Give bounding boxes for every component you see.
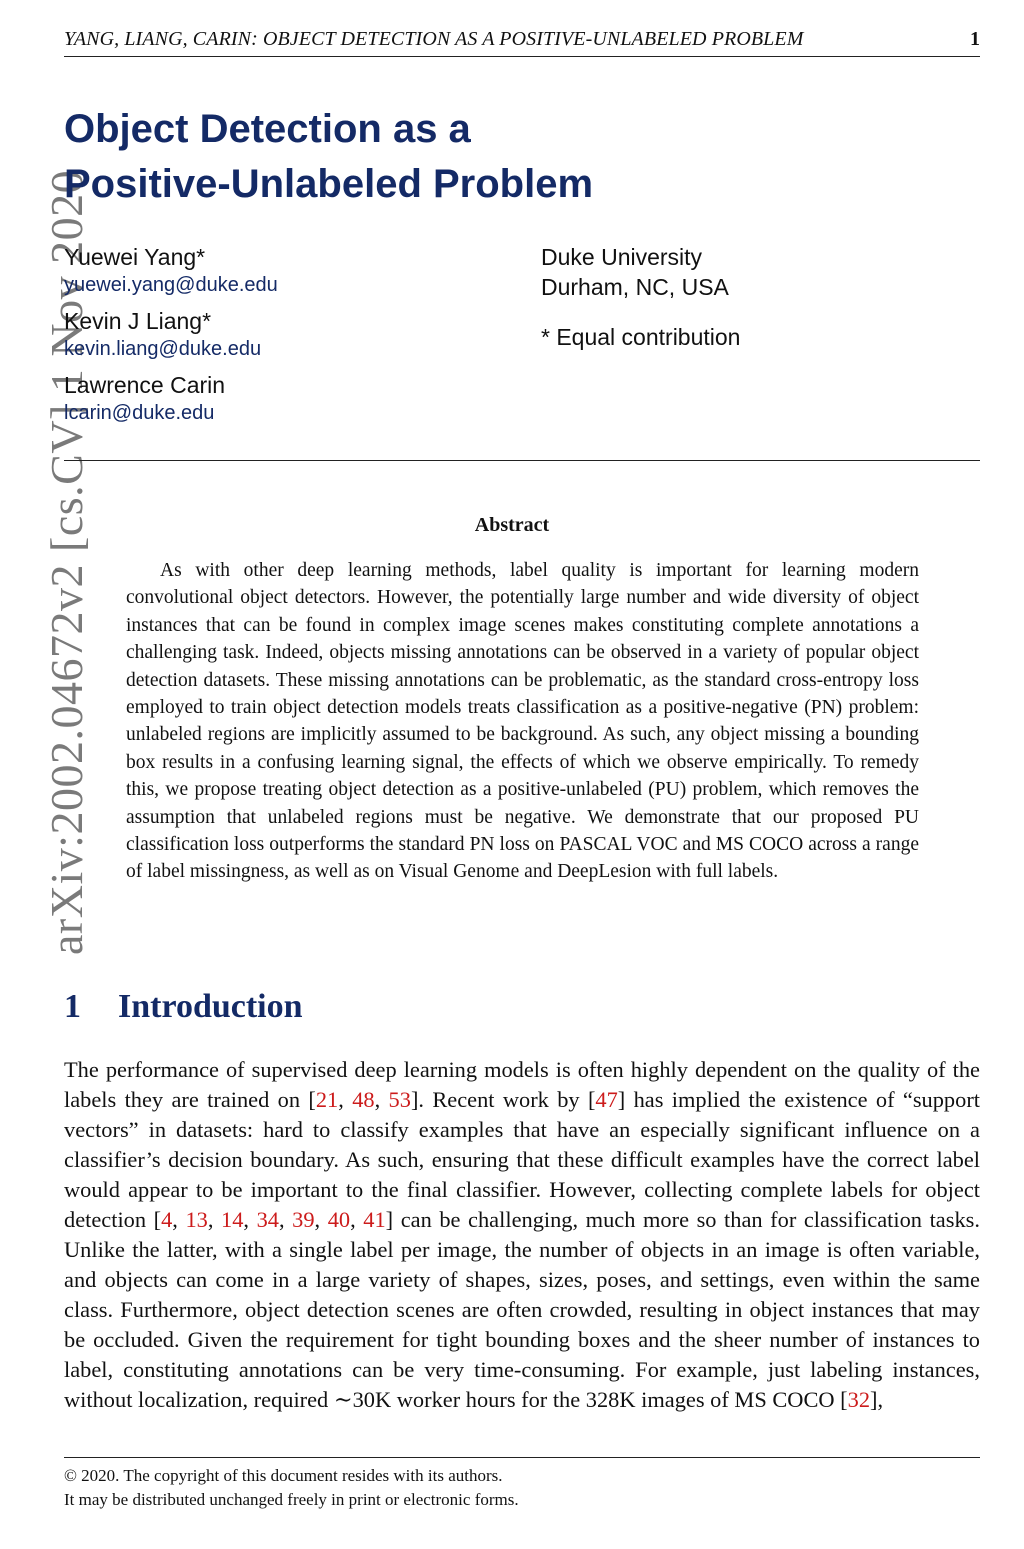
- author-email-link[interactable]: lcarin@duke.edu: [64, 402, 215, 424]
- citation-link[interactable]: 21: [315, 1087, 339, 1112]
- citation-separator: ,: [374, 1087, 389, 1112]
- intro-paragraph: [64, 1055, 980, 1415]
- title-line-1: Object Detection as a: [64, 107, 471, 151]
- intro-text: ] has implied the existence of “support vectors” in datasets: hard to classify examples that have an especially significant influence on a classifier’s decision boundary. As such, ensuring that these difficult examples have the correct label would appear to be important to the final classifier. However, collecting complete labels for object detection [: [64, 1087, 980, 1232]
- citation-separator: ,: [338, 1087, 353, 1112]
- citation-link[interactable]: 39: [292, 1207, 315, 1232]
- author-name: Lawrence Carin: [64, 372, 226, 398]
- author-email-link[interactable]: kevin.liang@duke.edu: [64, 338, 262, 360]
- copyright-footnote: [64, 1464, 519, 1512]
- section-title: Introduction: [118, 988, 303, 1025]
- author-entry: [64, 242, 278, 298]
- intro-text: ] can be challenging, much more so than for classification tasks. Unlike the latter, with a single label per image, the number of objects in an image is often variable, and objects can come in a large variety of shapes, sizes, poses, and settings, even within the same class. Furthermore, object detection scenes are often crowded, resulting in object instances that may be occluded. Given the requirement for tight bounding boxes and the sheer number of instances to label, constituting annotations can be very time-consuming. For example, just labeling instances, without localization, required ∼30K worker hours for the 328K images of MS COCO [: [64, 1207, 980, 1412]
- citation-link[interactable]: 48: [352, 1087, 375, 1112]
- affiliation-location: Durham, NC, USA: [541, 274, 729, 300]
- author-entry: [64, 306, 278, 362]
- citation-separator: ,: [172, 1207, 186, 1232]
- citation-separator: ,: [314, 1207, 328, 1232]
- citation-separator: ,: [278, 1207, 293, 1232]
- footnote-divider: [64, 1457, 980, 1458]
- citation-link[interactable]: 32: [847, 1387, 871, 1412]
- citation-link[interactable]: 13: [185, 1207, 208, 1232]
- citation-link[interactable]: 4: [161, 1207, 173, 1232]
- author-list: [64, 242, 278, 434]
- arxiv-stamp: arXiv:2002.04672v2 [cs.CV] 1 Nov 2020: [41, 169, 92, 955]
- equal-contribution-note: * Equal contribution: [541, 324, 741, 350]
- citation-link[interactable]: 40: [327, 1207, 351, 1232]
- section-number: 1: [64, 988, 81, 1025]
- citation-link[interactable]: 47: [595, 1087, 618, 1112]
- citation-link[interactable]: 34: [256, 1207, 279, 1232]
- abstract-text: As with other deep learning methods, label quality is important for learning modern convolutional object detectors. However, the potentially large number and wide diversity of object instances that can be found in complex image scenes makes constituting complete annotations a challenging task. Indeed, objects missing annotations can be observed in a variety of popular object detection datasets. These missing annotations can be problematic, as the standard cross-entropy loss employed to train object detection models treats classification as a positive-negative (PN) problem: unlabeled regions are implicitly assumed to be background. As such, any object missing a bounding box results in a confusing learning signal, the effects of which we observe empirically. To remedy this, we propose treating object detection as a positive-unlabeled (PU) problem, which removes the assumption that unlabeled regions must be negative. We demonstrate that our proposed PU classification loss outperforms the standard PN loss on PASCAL VOC and MS COCO across a range of label missingness, as well as on Visual Genome and DeepLesion with full labels.: [126, 560, 919, 883]
- citation-separator: ,: [207, 1207, 222, 1232]
- section-heading: [64, 985, 303, 1029]
- intro-text: The performance of supervised deep learning models is often highly dependent on the quality of the labels they are trained on [: [64, 1057, 980, 1112]
- copyright-line: © 2020. The copyright of this document resides with its authors.: [64, 1466, 503, 1485]
- author-entry: [64, 370, 278, 426]
- author-name: Yuewei Yang*: [64, 244, 206, 270]
- citation-link[interactable]: 14: [221, 1207, 244, 1232]
- abstract-heading: Abstract: [474, 514, 550, 536]
- running-head: [64, 26, 980, 57]
- citation-link[interactable]: 53: [388, 1087, 411, 1112]
- intro-text: ]. Recent work by [: [410, 1087, 596, 1112]
- citation-link[interactable]: 41: [363, 1207, 386, 1232]
- title-line-2: Positive-Unlabeled Problem: [64, 162, 594, 206]
- author-email-link[interactable]: yuewei.yang@duke.edu: [64, 274, 278, 296]
- paper-title: [64, 102, 593, 212]
- citation-separator: ,: [243, 1207, 257, 1232]
- header-divider: [64, 460, 980, 461]
- citation-separator: ,: [350, 1207, 364, 1232]
- affiliation-institution: Duke University: [541, 244, 703, 270]
- distribution-line: It may be distributed unchanged freely in print or electronic forms.: [64, 1490, 519, 1509]
- intro-text: ],: [870, 1387, 884, 1412]
- running-head-text: YANG, LIANG, CARIN: OBJECT DETECTION AS A POSITIVE-UNLABELED PROBLEM: [64, 28, 804, 50]
- page-number: 1: [970, 28, 980, 50]
- affiliation: [541, 242, 740, 352]
- author-name: Kevin J Liang*: [64, 308, 212, 334]
